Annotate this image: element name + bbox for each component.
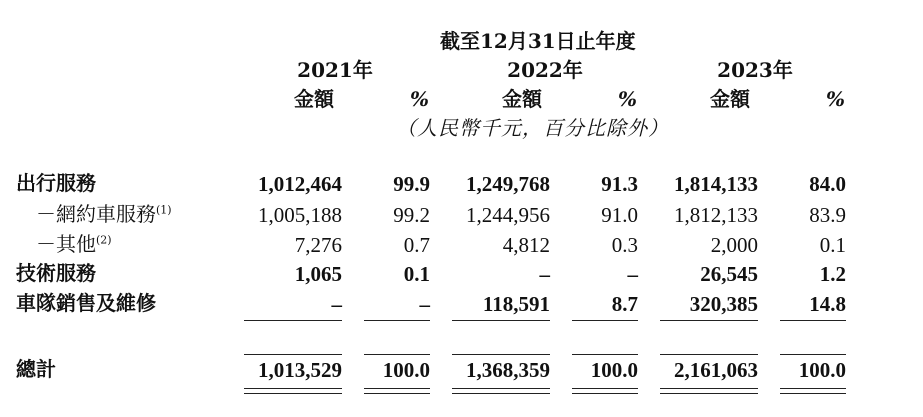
total-double-rule-a-5 — [660, 388, 758, 389]
amount-label-2021: 金額 — [294, 87, 334, 111]
row-cell: – — [539, 262, 550, 286]
total-2021-pct: 100.0 — [382, 358, 430, 382]
row-cell: 320,385 — [689, 292, 758, 316]
subtotal-rule-3 — [452, 320, 550, 321]
total-2022-pct: 100.0 — [590, 358, 638, 382]
total-2023-amount: 2,161,063 — [674, 358, 758, 382]
total-double-rule-a-1 — [244, 388, 342, 389]
pct-label-2022: % — [618, 87, 638, 111]
row-label — [16, 293, 156, 313]
total-double-rule-b-4 — [572, 393, 638, 394]
total-double-rule-b-6 — [780, 393, 846, 394]
pct-label-2023: % — [826, 87, 846, 111]
amount-label-2022: 金額 — [502, 87, 542, 111]
footnote-marker: (2) — [96, 233, 112, 247]
total-double-rule-a-4 — [572, 388, 638, 389]
row-cell: 83.9 — [809, 203, 846, 227]
row-cell: 1,812,133 — [674, 203, 758, 227]
pct-label-2021: % — [410, 87, 430, 111]
row-cell: 4,812 — [502, 233, 550, 257]
row-label-text: 技術服務 — [16, 261, 96, 285]
amount-label-2023: 金額 — [710, 87, 750, 111]
row-cell: 14.8 — [809, 292, 846, 316]
total-double-rule-b-2 — [364, 393, 430, 394]
subtotal-rule-1 — [244, 320, 342, 321]
footnote-marker: (1) — [156, 203, 172, 217]
row-cell: 1,065 — [294, 262, 342, 286]
total-label: 總計 — [16, 357, 56, 381]
year-2021: 2021年 — [297, 58, 373, 82]
row-cell: 1.2 — [819, 262, 846, 286]
row-cell: 2,000 — [710, 233, 758, 257]
total-double-rule-a-2 — [364, 388, 430, 389]
subtotal-rule-6 — [780, 320, 846, 321]
year-2023: 2023年 — [717, 58, 793, 82]
total-top-rule-6 — [780, 354, 846, 355]
total-top-rule-4 — [572, 354, 638, 355]
total-double-rule-a-6 — [780, 388, 846, 389]
row-cell: 26,545 — [700, 262, 758, 286]
total-2023-pct: 100.0 — [798, 358, 846, 382]
row-label — [16, 173, 96, 193]
row-cell: 0.3 — [611, 233, 638, 257]
row-cell: 0.1 — [819, 233, 846, 257]
row-cell: 7,276 — [294, 233, 342, 257]
row-cell: 1,012,464 — [258, 172, 342, 196]
row-cell: 8.7 — [611, 292, 638, 316]
total-top-rule-2 — [364, 354, 430, 355]
row-cell: – — [419, 292, 430, 316]
subtotal-rule-5 — [660, 320, 758, 321]
row-label-text: －網約車服務 — [36, 202, 156, 226]
row-label — [16, 263, 96, 283]
row-cell: 1,249,768 — [466, 172, 550, 196]
row-label-text: 出行服務 — [16, 171, 96, 195]
row-cell: 118,591 — [482, 292, 550, 316]
total-top-rule-5 — [660, 354, 758, 355]
row-cell: – — [331, 292, 342, 316]
row-cell: 99.9 — [393, 172, 430, 196]
row-cell: 0.7 — [403, 233, 430, 257]
row-cell: 99.2 — [393, 203, 430, 227]
subtotal-rule-4 — [572, 320, 638, 321]
total-top-rule-1 — [244, 354, 342, 355]
total-double-rule-b-1 — [244, 393, 342, 394]
row-cell: 91.3 — [601, 172, 638, 196]
row-cell: 0.1 — [403, 262, 430, 286]
row-cell: 91.0 — [601, 203, 638, 227]
row-cell: – — [627, 262, 638, 286]
row-cell: 84.0 — [809, 172, 846, 196]
subtotal-rule-2 — [364, 320, 430, 321]
period-header: 截至12月31日止年度 — [440, 29, 636, 53]
total-2021-amount: 1,013,529 — [258, 358, 342, 382]
unit-note: （人民幣千元，百分比除外） — [396, 116, 669, 140]
row-cell: 1,814,133 — [674, 172, 758, 196]
total-top-rule-3 — [452, 354, 550, 355]
year-2022: 2022年 — [507, 58, 583, 82]
row-label — [36, 204, 172, 224]
total-double-rule-a-3 — [452, 388, 550, 389]
row-label-text: －其他 — [36, 232, 96, 256]
row-cell: 1,244,956 — [466, 203, 550, 227]
total-double-rule-b-3 — [452, 393, 550, 394]
total-double-rule-b-5 — [660, 393, 758, 394]
row-label-text: 車隊銷售及維修 — [16, 291, 156, 315]
row-label — [36, 234, 112, 254]
row-cell: 1,005,188 — [258, 203, 342, 227]
total-2022-amount: 1,368,359 — [466, 358, 550, 382]
